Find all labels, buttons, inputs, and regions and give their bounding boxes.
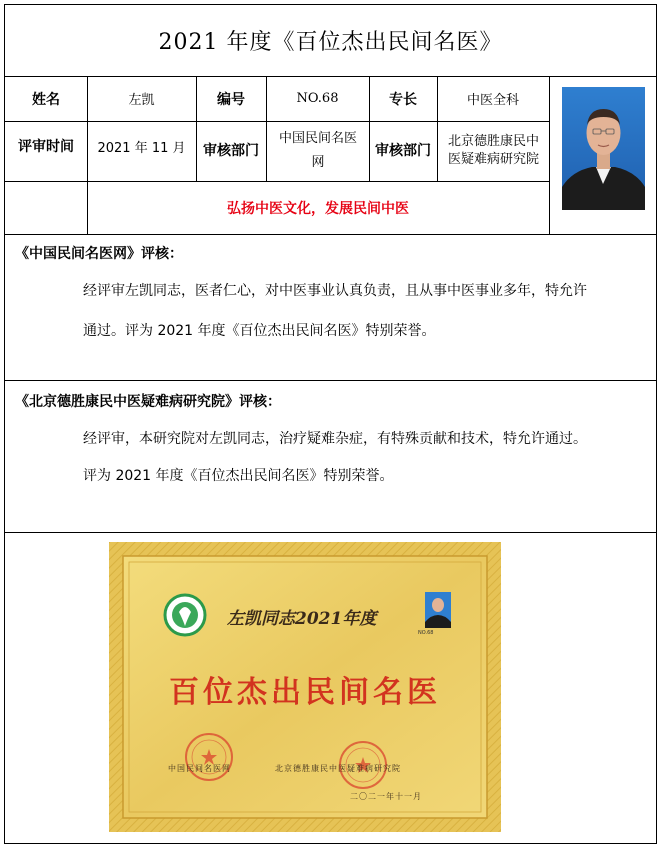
- rule-under-review2: [5, 532, 656, 533]
- review1-line1: 经评审左凯同志，医者仁心，对中医事业认真负责，且从事中医事业多年，特允许: [83, 283, 587, 299]
- rule-under-review1: [5, 380, 656, 381]
- audit-dept-label-2: 审核部门: [375, 143, 431, 159]
- audit-dept-value-2: 北京德胜康民中医疑难病研究院: [447, 134, 539, 167]
- audit-dept-label-1: 审核部门: [203, 143, 259, 159]
- doctor-photo: [562, 87, 645, 210]
- certificate-org-right: 北京德胜康民中医疑难病研究院: [275, 764, 401, 773]
- review-time-label: 评审时间: [18, 139, 74, 155]
- certificate-subtitle: 左凯同志2021年度: [227, 609, 377, 629]
- slogan: 弘扬中医文化，发展民间中医: [227, 200, 409, 217]
- seal-left-icon: [183, 731, 235, 783]
- review2-heading: 《北京德胜康民中医疑难病研究院》评核：: [15, 394, 281, 410]
- review2-line2: 评为 2021 年度《百位杰出民间名医》特别荣誉。: [83, 468, 394, 484]
- certificate-date: 二〇二一年十一月: [350, 792, 422, 801]
- specialty-value: 中医全科: [466, 93, 519, 108]
- certificate-photo: [425, 592, 451, 628]
- number-value: NO.68: [296, 91, 339, 106]
- certificate-photo-caption: NO.68: [418, 630, 434, 636]
- document-frame: [4, 4, 657, 844]
- col-rule-6: [549, 76, 550, 234]
- audit-dept-value-1: 中国民间名医网: [278, 131, 357, 170]
- page-title: 2021 年度《百位杰出民间名医》: [158, 30, 503, 55]
- name-value: 左凯: [128, 93, 155, 108]
- review-time-value: 2021 年 11 月: [97, 140, 186, 156]
- number-label: 编号: [217, 91, 245, 108]
- certificate-main-title: 百位杰出民间名医: [169, 675, 441, 710]
- review1-heading: 《中国民间名医网》评核：: [15, 246, 183, 262]
- specialty-label: 专长: [389, 91, 417, 108]
- org-logo-icon: [165, 595, 205, 635]
- rule-under-info: [5, 234, 656, 235]
- review1-line2: 通过。评为 2021 年度《百位杰出民间名医》特别荣誉。: [83, 323, 436, 339]
- certificate-org-left: 中国民间名医网: [168, 764, 231, 773]
- name-label: 姓名: [32, 91, 60, 108]
- review2-line1: 经评审，本研究院对左凯同志，治疗疑难杂症，有特殊贡献和技术，特允许通过。: [83, 431, 587, 447]
